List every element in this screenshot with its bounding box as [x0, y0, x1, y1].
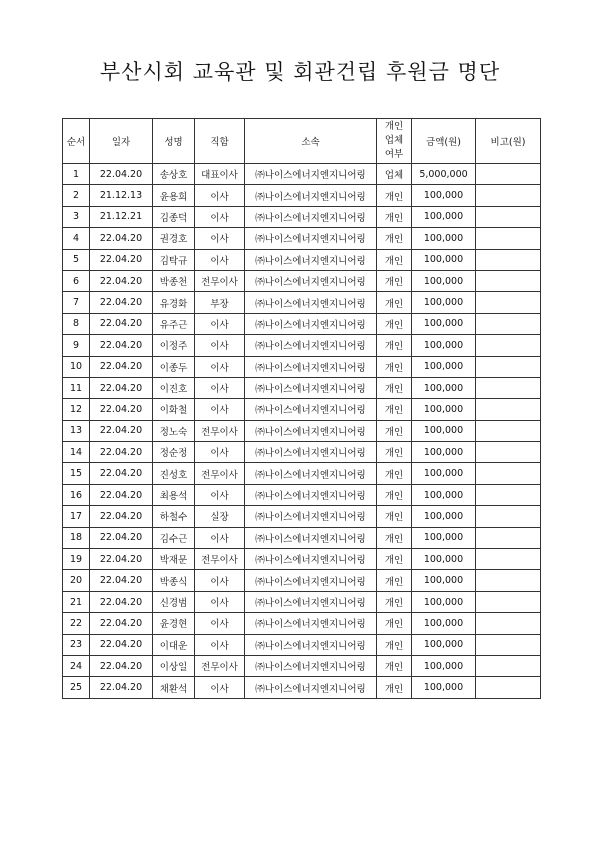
cell-title: 이사	[195, 591, 245, 612]
cell-amount: 100,000	[412, 399, 476, 420]
cell-no: 22	[63, 613, 90, 634]
cell-name: 진성호	[153, 463, 195, 484]
cell-note	[476, 570, 541, 591]
cell-amount: 100,000	[412, 506, 476, 527]
table-row	[63, 377, 541, 398]
document-title: 부산시회 교육관 및 회관건립 후원금 명단	[99, 60, 501, 84]
cell-title: 전무이사	[195, 420, 245, 441]
cell-affiliation: ㈜나이스에너지엔지니어링	[245, 249, 377, 270]
cell-title: 이사	[195, 335, 245, 356]
table-row	[63, 399, 541, 420]
cell-name: 이대운	[153, 634, 195, 655]
table-header-row	[63, 119, 541, 164]
cell-no: 2	[63, 185, 90, 206]
cell-title: 이사	[195, 249, 245, 270]
cell-date: 22.04.20	[90, 591, 153, 612]
table-row	[63, 292, 541, 313]
table-row	[63, 442, 541, 463]
cell-type: 개인	[377, 634, 412, 655]
cell-type: 개인	[377, 185, 412, 206]
cell-amount: 100,000	[412, 185, 476, 206]
table-row	[63, 634, 541, 655]
cell-note	[476, 164, 541, 185]
cell-date: 22.04.20	[90, 313, 153, 334]
cell-type: 개인	[377, 527, 412, 548]
cell-note	[476, 591, 541, 612]
cell-amount: 100,000	[412, 591, 476, 612]
cell-note	[476, 463, 541, 484]
cell-affiliation: ㈜나이스에너지엔지니어링	[245, 377, 377, 398]
cell-no: 18	[63, 527, 90, 548]
cell-type: 개인	[377, 655, 412, 676]
cell-date: 22.04.20	[90, 228, 153, 249]
table-body	[63, 164, 541, 699]
cell-no: 21	[63, 591, 90, 612]
cell-amount: 100,000	[412, 442, 476, 463]
cell-name: 김수근	[153, 527, 195, 548]
cell-amount: 100,000	[412, 335, 476, 356]
cell-amount: 100,000	[412, 463, 476, 484]
cell-type: 개인	[377, 506, 412, 527]
cell-note	[476, 377, 541, 398]
table-row	[63, 591, 541, 612]
cell-amount: 100,000	[412, 420, 476, 441]
cell-no: 23	[63, 634, 90, 655]
cell-title: 이사	[195, 613, 245, 634]
cell-type: 개인	[377, 549, 412, 570]
cell-name: 유주근	[153, 313, 195, 334]
cell-note	[476, 527, 541, 548]
cell-affiliation: ㈜나이스에너지엔지니어링	[245, 463, 377, 484]
cell-title: 전무이사	[195, 463, 245, 484]
cell-note	[476, 506, 541, 527]
cell-no: 11	[63, 377, 90, 398]
cell-note	[476, 677, 541, 698]
cell-date: 22.04.20	[90, 292, 153, 313]
cell-title: 이사	[195, 527, 245, 548]
cell-name: 이정주	[153, 335, 195, 356]
cell-no: 16	[63, 484, 90, 505]
cell-date: 21.12.21	[90, 206, 153, 227]
cell-type: 개인	[377, 270, 412, 291]
cell-type: 개인	[377, 677, 412, 698]
header-affiliation: 소속	[245, 119, 377, 164]
cell-no: 15	[63, 463, 90, 484]
cell-date: 22.04.20	[90, 399, 153, 420]
cell-type: 업체	[377, 164, 412, 185]
cell-amount: 100,000	[412, 249, 476, 270]
cell-title: 이사	[195, 442, 245, 463]
cell-type: 개인	[377, 591, 412, 612]
cell-name: 이화철	[153, 399, 195, 420]
cell-title: 부장	[195, 292, 245, 313]
cell-note	[476, 249, 541, 270]
cell-note	[476, 292, 541, 313]
cell-note	[476, 613, 541, 634]
cell-title: 이사	[195, 570, 245, 591]
cell-affiliation: ㈜나이스에너지엔지니어링	[245, 313, 377, 334]
cell-affiliation: ㈜나이스에너지엔지니어링	[245, 185, 377, 206]
cell-type: 개인	[377, 442, 412, 463]
cell-no: 6	[63, 270, 90, 291]
cell-no: 5	[63, 249, 90, 270]
cell-title: 이사	[195, 313, 245, 334]
cell-date: 22.04.20	[90, 613, 153, 634]
cell-name: 윤경현	[153, 613, 195, 634]
cell-affiliation: ㈜나이스에너지엔지니어링	[245, 270, 377, 291]
header-type-line: 개인	[384, 121, 404, 132]
cell-title: 이사	[195, 634, 245, 655]
cell-type: 개인	[377, 399, 412, 420]
table-row	[63, 463, 541, 484]
cell-name: 박종천	[153, 270, 195, 291]
cell-affiliation: ㈜나이스에너지엔지니어링	[245, 292, 377, 313]
cell-name: 송상호	[153, 164, 195, 185]
cell-affiliation: ㈜나이스에너지엔지니어링	[245, 164, 377, 185]
cell-type: 개인	[377, 356, 412, 377]
header-type-line: 업체	[384, 135, 404, 146]
cell-date: 22.04.20	[90, 270, 153, 291]
cell-date: 22.04.20	[90, 677, 153, 698]
cell-no: 17	[63, 506, 90, 527]
header-note: 비고(원)	[476, 119, 541, 164]
cell-type: 개인	[377, 377, 412, 398]
cell-date: 22.04.20	[90, 549, 153, 570]
cell-amount: 5,000,000	[412, 164, 476, 185]
cell-affiliation: ㈜나이스에너지엔지니어링	[245, 591, 377, 612]
cell-name: 유경화	[153, 292, 195, 313]
table-row	[63, 185, 541, 206]
cell-note	[476, 549, 541, 570]
cell-date: 22.04.20	[90, 463, 153, 484]
cell-date: 22.04.20	[90, 377, 153, 398]
table-row	[63, 677, 541, 698]
cell-date: 22.04.20	[90, 249, 153, 270]
cell-amount: 100,000	[412, 313, 476, 334]
cell-name: 권경호	[153, 228, 195, 249]
cell-name: 하철수	[153, 506, 195, 527]
cell-no: 8	[63, 313, 90, 334]
cell-name: 이종두	[153, 356, 195, 377]
cell-name: 박종식	[153, 570, 195, 591]
cell-affiliation: ㈜나이스에너지엔지니어링	[245, 549, 377, 570]
cell-type: 개인	[377, 335, 412, 356]
cell-affiliation: ㈜나이스에너지엔지니어링	[245, 356, 377, 377]
header-type	[377, 119, 412, 164]
cell-title: 실장	[195, 506, 245, 527]
cell-affiliation: ㈜나이스에너지엔지니어링	[245, 228, 377, 249]
table-row	[63, 655, 541, 676]
cell-title: 전무이사	[195, 549, 245, 570]
header-title: 직함	[195, 119, 245, 164]
header-no: 순서	[63, 119, 90, 164]
table-row	[63, 228, 541, 249]
cell-name: 이진호	[153, 377, 195, 398]
cell-no: 9	[63, 335, 90, 356]
table-row	[63, 313, 541, 334]
cell-note	[476, 270, 541, 291]
cell-name: 김종덕	[153, 206, 195, 227]
cell-amount: 100,000	[412, 228, 476, 249]
cell-no: 14	[63, 442, 90, 463]
cell-date: 22.04.20	[90, 655, 153, 676]
cell-no: 7	[63, 292, 90, 313]
cell-amount: 100,000	[412, 206, 476, 227]
cell-date: 22.04.20	[90, 164, 153, 185]
cell-type: 개인	[377, 313, 412, 334]
cell-affiliation: ㈜나이스에너지엔지니어링	[245, 206, 377, 227]
cell-note	[476, 484, 541, 505]
cell-title: 전무이사	[195, 655, 245, 676]
header-date: 일자	[90, 119, 153, 164]
cell-amount: 100,000	[412, 677, 476, 698]
cell-name: 박재문	[153, 549, 195, 570]
cell-title: 이사	[195, 356, 245, 377]
donor-table	[62, 118, 541, 699]
cell-name: 윤용희	[153, 185, 195, 206]
cell-title: 이사	[195, 206, 245, 227]
cell-affiliation: ㈜나이스에너지엔지니어링	[245, 335, 377, 356]
cell-name: 신경범	[153, 591, 195, 612]
cell-type: 개인	[377, 228, 412, 249]
table-row	[63, 356, 541, 377]
cell-date: 22.04.20	[90, 506, 153, 527]
header-amount: 금액(원)	[412, 119, 476, 164]
cell-affiliation: ㈜나이스에너지엔지니어링	[245, 442, 377, 463]
cell-amount: 100,000	[412, 377, 476, 398]
cell-note	[476, 420, 541, 441]
cell-no: 4	[63, 228, 90, 249]
cell-note	[476, 185, 541, 206]
cell-date: 22.04.20	[90, 484, 153, 505]
table-row	[63, 164, 541, 185]
cell-amount: 100,000	[412, 484, 476, 505]
cell-name: 정노숙	[153, 420, 195, 441]
table-row	[63, 249, 541, 270]
cell-amount: 100,000	[412, 655, 476, 676]
table-row	[63, 420, 541, 441]
cell-note	[476, 399, 541, 420]
cell-date: 21.12.13	[90, 185, 153, 206]
cell-amount: 100,000	[412, 270, 476, 291]
cell-title: 이사	[195, 185, 245, 206]
cell-affiliation: ㈜나이스에너지엔지니어링	[245, 570, 377, 591]
cell-title: 이사	[195, 677, 245, 698]
cell-date: 22.04.20	[90, 527, 153, 548]
cell-title: 이사	[195, 399, 245, 420]
cell-type: 개인	[377, 570, 412, 591]
cell-no: 12	[63, 399, 90, 420]
table-row	[63, 549, 541, 570]
cell-type: 개인	[377, 206, 412, 227]
cell-note	[476, 206, 541, 227]
cell-title: 이사	[195, 377, 245, 398]
cell-affiliation: ㈜나이스에너지엔지니어링	[245, 655, 377, 676]
cell-title: 이사	[195, 484, 245, 505]
cell-type: 개인	[377, 249, 412, 270]
cell-date: 22.04.20	[90, 356, 153, 377]
cell-no: 13	[63, 420, 90, 441]
cell-no: 24	[63, 655, 90, 676]
cell-note	[476, 228, 541, 249]
cell-affiliation: ㈜나이스에너지엔지니어링	[245, 506, 377, 527]
cell-date: 22.04.20	[90, 420, 153, 441]
cell-no: 3	[63, 206, 90, 227]
cell-no: 20	[63, 570, 90, 591]
cell-date: 22.04.20	[90, 634, 153, 655]
table-row	[63, 484, 541, 505]
cell-amount: 100,000	[412, 634, 476, 655]
cell-name: 이상일	[153, 655, 195, 676]
cell-note	[476, 655, 541, 676]
cell-affiliation: ㈜나이스에너지엔지니어링	[245, 527, 377, 548]
cell-amount: 100,000	[412, 549, 476, 570]
cell-type: 개인	[377, 420, 412, 441]
cell-type: 개인	[377, 463, 412, 484]
cell-title: 대표이사	[195, 164, 245, 185]
cell-title: 전무이사	[195, 270, 245, 291]
cell-date: 22.04.20	[90, 570, 153, 591]
table-row	[63, 335, 541, 356]
cell-note	[476, 634, 541, 655]
cell-type: 개인	[377, 613, 412, 634]
table-row	[63, 206, 541, 227]
cell-affiliation: ㈜나이스에너지엔지니어링	[245, 420, 377, 441]
cell-affiliation: ㈜나이스에너지엔지니어링	[245, 634, 377, 655]
cell-no: 25	[63, 677, 90, 698]
header-type-line: 여부	[384, 149, 404, 160]
cell-note	[476, 313, 541, 334]
cell-note	[476, 335, 541, 356]
cell-name: 최용석	[153, 484, 195, 505]
cell-amount: 100,000	[412, 356, 476, 377]
cell-no: 10	[63, 356, 90, 377]
cell-date: 22.04.20	[90, 335, 153, 356]
cell-amount: 100,000	[412, 527, 476, 548]
cell-date: 22.04.20	[90, 442, 153, 463]
cell-affiliation: ㈜나이스에너지엔지니어링	[245, 399, 377, 420]
cell-affiliation: ㈜나이스에너지엔지니어링	[245, 613, 377, 634]
cell-amount: 100,000	[412, 570, 476, 591]
cell-amount: 100,000	[412, 292, 476, 313]
cell-amount: 100,000	[412, 613, 476, 634]
table-row	[63, 506, 541, 527]
cell-type: 개인	[377, 292, 412, 313]
table-row	[63, 270, 541, 291]
table-row	[63, 527, 541, 548]
cell-no: 19	[63, 549, 90, 570]
cell-type: 개인	[377, 484, 412, 505]
cell-name: 정순정	[153, 442, 195, 463]
table-row	[63, 613, 541, 634]
cell-note	[476, 356, 541, 377]
cell-affiliation: ㈜나이스에너지엔지니어링	[245, 677, 377, 698]
cell-no: 1	[63, 164, 90, 185]
cell-note	[476, 442, 541, 463]
cell-name: 채환석	[153, 677, 195, 698]
header-name: 성명	[153, 119, 195, 164]
cell-affiliation: ㈜나이스에너지엔지니어링	[245, 484, 377, 505]
cell-name: 김탁규	[153, 249, 195, 270]
table-row	[63, 570, 541, 591]
cell-title: 이사	[195, 228, 245, 249]
